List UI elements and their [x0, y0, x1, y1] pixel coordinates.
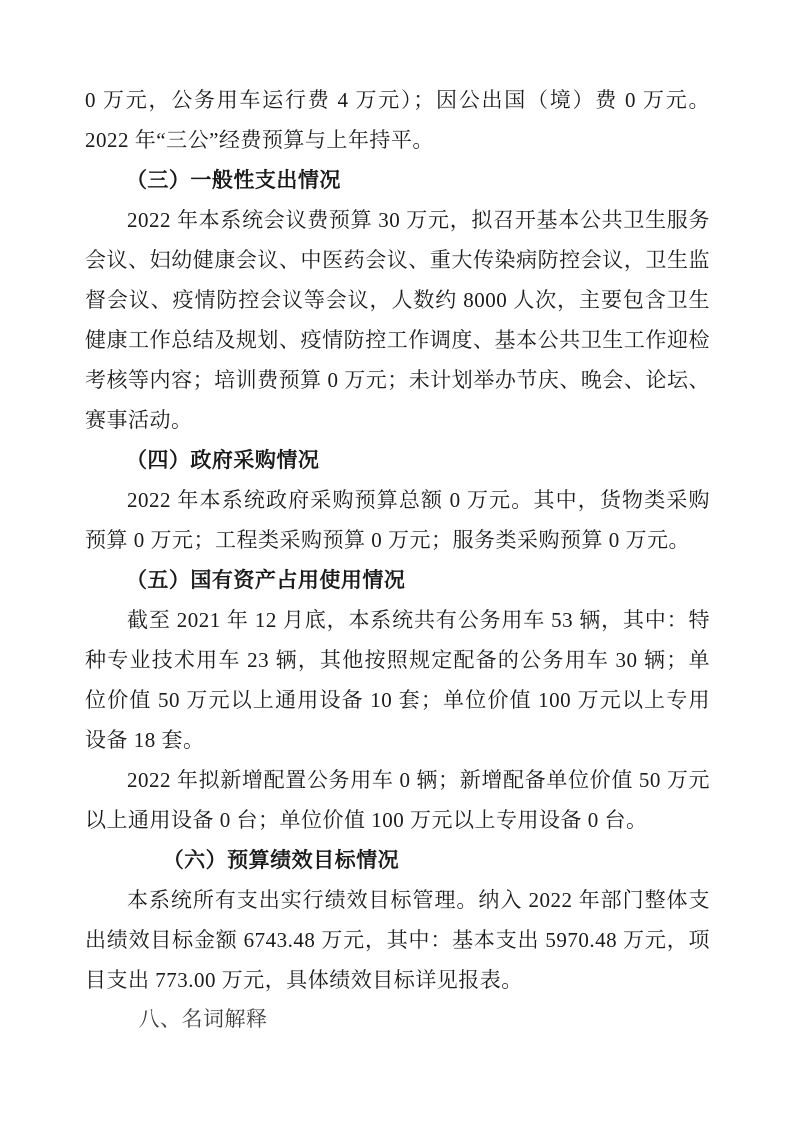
para-three-public-funds-continued: 0 万元，公务用车运行费 4 万元）；因公出国（境）费 0 万元。2022 年“三公”经费预算与上年持平。	[85, 88, 710, 152]
para-assets-current-holdings: 截至 2021 年 12 月底，本系统共有公务用车 53 辆，其中：特种专业技术用车 23 辆，其他按照规定配备的公务用车 30 辆；单位价值 50 万元以上通用设备 10 套；单位价值 100 万元以上专用设备 18 套。	[85, 608, 710, 752]
document-content	[85, 80, 710, 1040]
heading-section-5-state-owned-assets: （五）国有资产占用使用情况	[125, 568, 406, 592]
heading-section-6-budget-performance: （六）预算绩效目标情况	[162, 848, 400, 872]
para-performance-target-amounts: 本系统所有支出实行绩效目标管理。纳入 2022 年部门整体支出绩效目标金额 6743.48 万元，其中：基本支出 5970.48 万元，项目支出 773.00 万元，具体绩效目标详见报表。	[85, 888, 710, 992]
para-meeting-and-training-budget: 2022 年本系统会议费预算 30 万元，拟召开基本公共卫生服务会议、妇幼健康会议、中医药会议、重大传染病防控会议，卫生监督会议、疫情防控会议等会议，人数约 8000 人次，主要包含卫生健康工作总结及规划、疫情防控工作调度、基本公共卫生工作迎检考核等内容；培训费预算 0 万元；未计划举办节庆、晚会、论坛、赛事活动。	[85, 208, 710, 432]
heading-section-4-government-procurement: （四）政府采购情况	[125, 448, 320, 472]
para-procurement-budget: 2022 年本系统政府采购预算总额 0 万元。其中，货物类采购预算 0 万元；工程类采购预算 0 万元；服务类采购预算 0 万元。	[85, 488, 710, 552]
heading-section-3-general-expenditure: （三）一般性支出情况	[125, 168, 341, 192]
heading-section-8-glossary: 八、名词解释	[138, 1008, 268, 1031]
para-assets-new-additions-2022: 2022 年拟新增配置公务用车 0 辆；新增配备单位价值 50 万元以上通用设备 0 台；单位价值 100 万元以上专用设备 0 台。	[85, 768, 710, 832]
